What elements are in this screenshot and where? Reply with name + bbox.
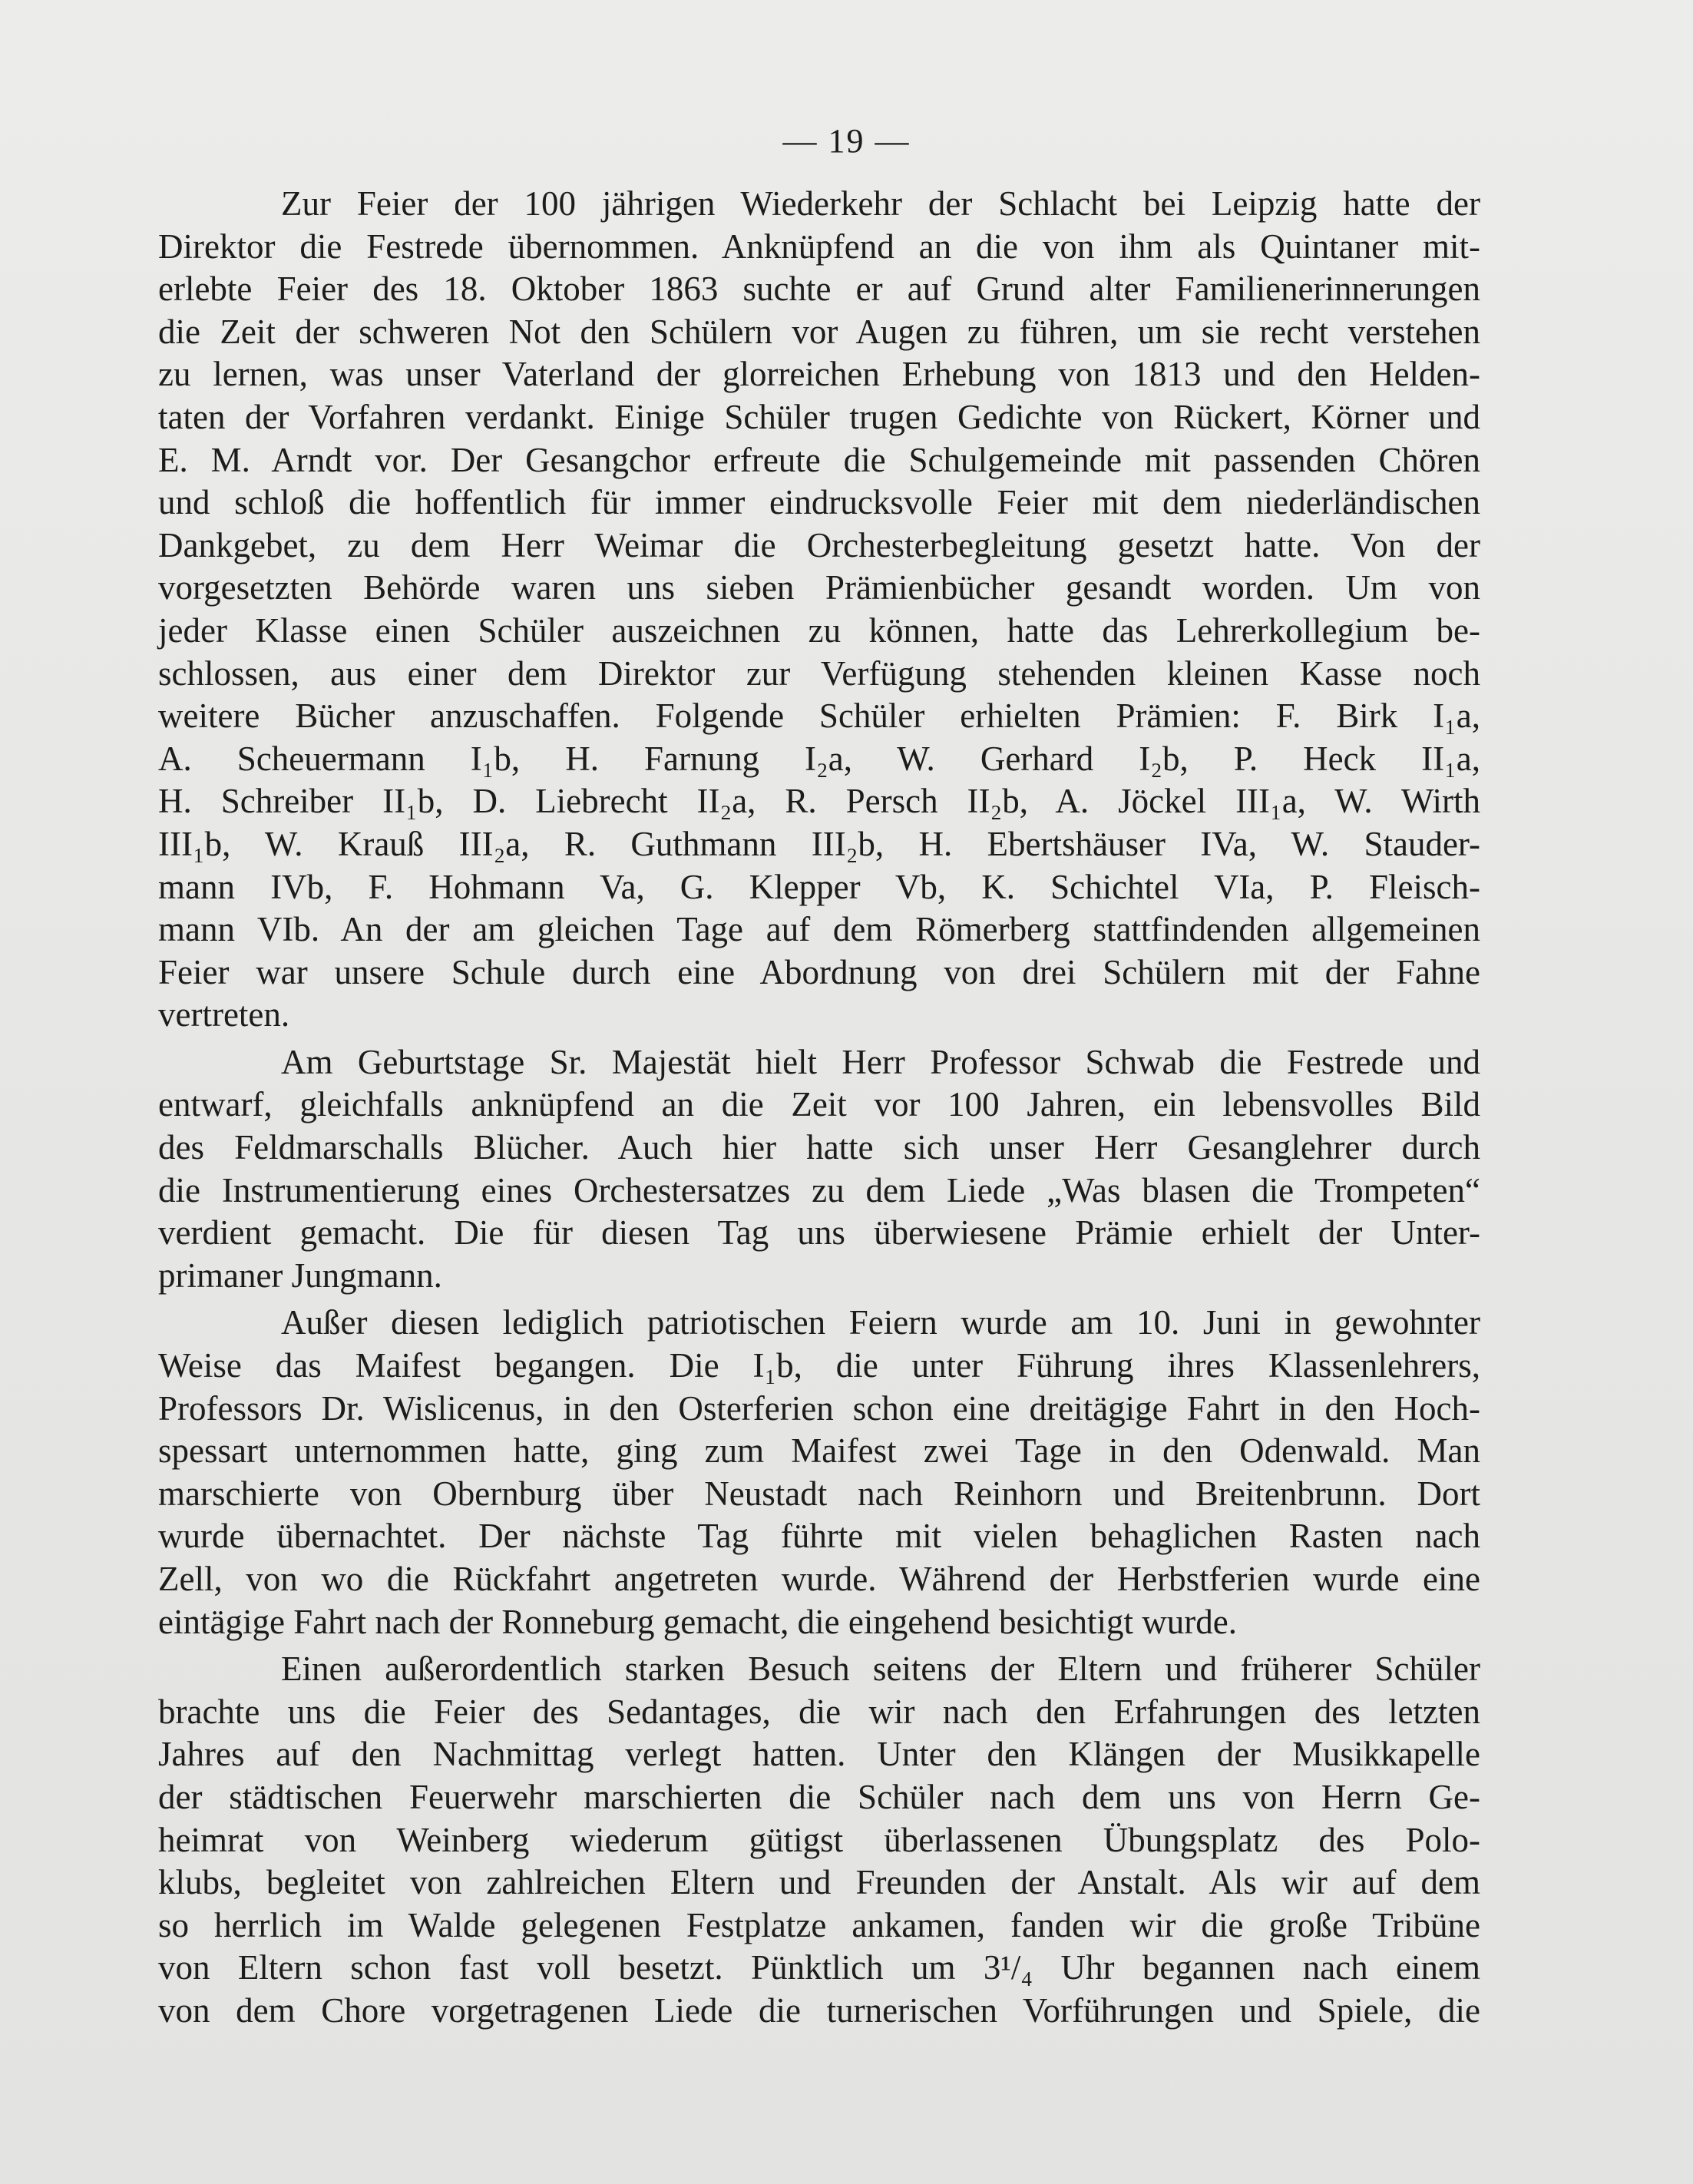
text-line: erlebte Feier des 18. Oktober 1863 suchte er auf Grund alter Familienerinnerungen [158, 270, 1480, 309]
page-number: — 19 — [782, 122, 911, 160]
text-line: Feier war unsere Schule durch eine Abordnung von drei Schülern mit der Fahne [158, 952, 1480, 991]
text-line: vertreten. [158, 995, 290, 1034]
text-line: Professors Dr. Wislicenus, in den Osterferien schon eine dreitägige Fahrt in den Hoch- [158, 1388, 1480, 1428]
text-line: weitere Bücher anzuschaffen. Folgende Schüler erhielten Prämien: F. Birk I₁a, [158, 697, 1480, 736]
text-line: und schloß die hoffentlich für immer eindrucksvolle Feier mit dem niederländischen [158, 483, 1480, 522]
text-line: zu lernen, was unser Vaterland der glorreichen Erhebung von 1813 und den Helden- [158, 355, 1480, 394]
paragraph-sedantag [158, 1648, 1480, 2032]
text-line: Jahres auf den Nachmittag verlegt hatten. Unter den Klängen der Musikkapelle [158, 1735, 1480, 1774]
text-line: Zell, von wo die Rückfahrt angetreten wurde. Während der Herbstferien wurde eine [158, 1560, 1480, 1598]
text-line: spessart unternommen hatte, ging zum Maifest zwei Tage in den Odenwald. Man [158, 1431, 1480, 1471]
text-line: von dem Chore vorgetragenen Liede die turnerischen Vorführungen und Spiele, die [158, 1990, 1480, 2030]
text-line: III₁b, W. Krauß III₂a, R. Guthmann III₂b, H. Ebertshäuser IVa, W. Stauder- [158, 824, 1480, 863]
text-line: mann IVb, F. Hohmann Va, G. Klepper Vb, K. Schichtel VIa, P. Fleisch- [158, 867, 1480, 906]
text-line: Weise das Maifest begangen. Die I₁b, die unter Führung ihres Klassenlehrers, [158, 1346, 1480, 1385]
text-line: heimrat von Weinberg wiederum gütigst überlassenen Übungsplatz des Polo- [158, 1820, 1480, 1859]
text-line: schlossen, aus einer dem Direktor zur Verfügung stehenden kleinen Kasse noch [158, 654, 1480, 693]
paragraph-maifest [158, 1302, 1480, 1643]
text-line: wurde übernachtet. Der nächste Tag führte mit vielen behaglichen Rasten nach [158, 1517, 1480, 1556]
text-line: Außer diesen lediglich patriotischen Feiern wurde am 10. Juni in gewohnter [281, 1303, 1480, 1342]
text-line: A. Scheuermann I₁b, H. Farnung I₂a, W. Gerhard I₂b, P. Heck II₁a, [158, 739, 1480, 778]
text-line: von Eltern schon fast voll besetzt. Pünktlich um 3¹/₄ Uhr begannen nach einem [158, 1948, 1480, 1987]
body-text [158, 183, 1480, 2033]
text-line: E. M. Arndt vor. Der Gesangchor erfreute die Schulgemeinde mit passenden Chören [158, 440, 1480, 479]
paragraph-leipzig-celebration [158, 183, 1480, 1037]
text-line: eintägige Fahrt nach der Ronneburg gemacht, die eingehend besichtigt wurde. [158, 1602, 1237, 1641]
text-line: jeder Klasse einen Schüler auszeichnen zu können, hatte das Lehrerkollegium be- [158, 611, 1480, 650]
text-line: vorgesetzten Behörde waren uns sieben Prämienbücher gesandt worden. Um von [158, 568, 1480, 607]
paragraph-emperor-birthday [158, 1041, 1480, 1298]
text-line: Am Geburtstage Sr. Majestät hielt Herr Professor Schwab die Festrede und [281, 1042, 1480, 1081]
text-line: primaner Jungmann. [158, 1256, 442, 1295]
text-line: marschierte von Obernburg über Neustadt nach Reinhorn und Breitenbrunn. Dort [158, 1474, 1480, 1513]
text-line: der städtischen Feuerwehr marschierten die Schüler nach dem uns von Herrn Ge- [158, 1777, 1480, 1816]
text-line: H. Schreiber II₁b, D. Liebrecht II₂a, R. Persch II₂b, A. Jöckel III₁a, W. Wirth [158, 782, 1480, 821]
text-line: Direktor die Festrede übernommen. Anknüpfend an die von ihm als Quintaner mit- [158, 227, 1480, 266]
text-line: die Instrumentierung eines Orchestersatzes zu dem Liede „Was blasen die Trompeten“ [158, 1170, 1480, 1209]
text-line: brachte uns die Feier des Sedantages, die wir nach den Erfahrungen des letzten [158, 1692, 1480, 1731]
text-line: des Feldmarschalls Blücher. Auch hier hatte sich unser Herr Gesanglehrer durch [158, 1128, 1480, 1167]
text-line: mann VIb. An der am gleichen Tage auf dem Römerberg stattfindenden allgemeinen [158, 910, 1480, 949]
text-line: die Zeit der schweren Not den Schülern vor Augen zu führen, um sie recht verstehen [158, 312, 1480, 351]
text-line: Zur Feier der 100 jährigen Wiederkehr der Schlacht bei Leipzig hatte der [281, 184, 1480, 223]
text-line: verdient gemacht. Die für diesen Tag uns überwiesene Prämie erhielt der Unter- [158, 1213, 1480, 1252]
text-line: so herrlich im Walde gelegenen Festplatze ankamen, fanden wir die große Tribüne [158, 1905, 1480, 1944]
text-line: Dankgebet, zu dem Herr Weimar die Orchesterbegleitung gesetzt hatte. Von der [158, 525, 1480, 564]
text-line: klubs, begleitet von zahlreichen Eltern und Freunden der Anstalt. Als wir auf dem [158, 1863, 1480, 1902]
text-line: entwarf, gleichfalls anknüpfend an die Zeit vor 100 Jahren, ein lebensvolles Bild [158, 1085, 1480, 1124]
text-line: taten der Vorfahren verdankt. Einige Schüler trugen Gedichte von Rückert, Körner und [158, 397, 1480, 436]
text-line: Einen außerordentlich starken Besuch seitens der Eltern und früherer Schüler [281, 1650, 1480, 1689]
